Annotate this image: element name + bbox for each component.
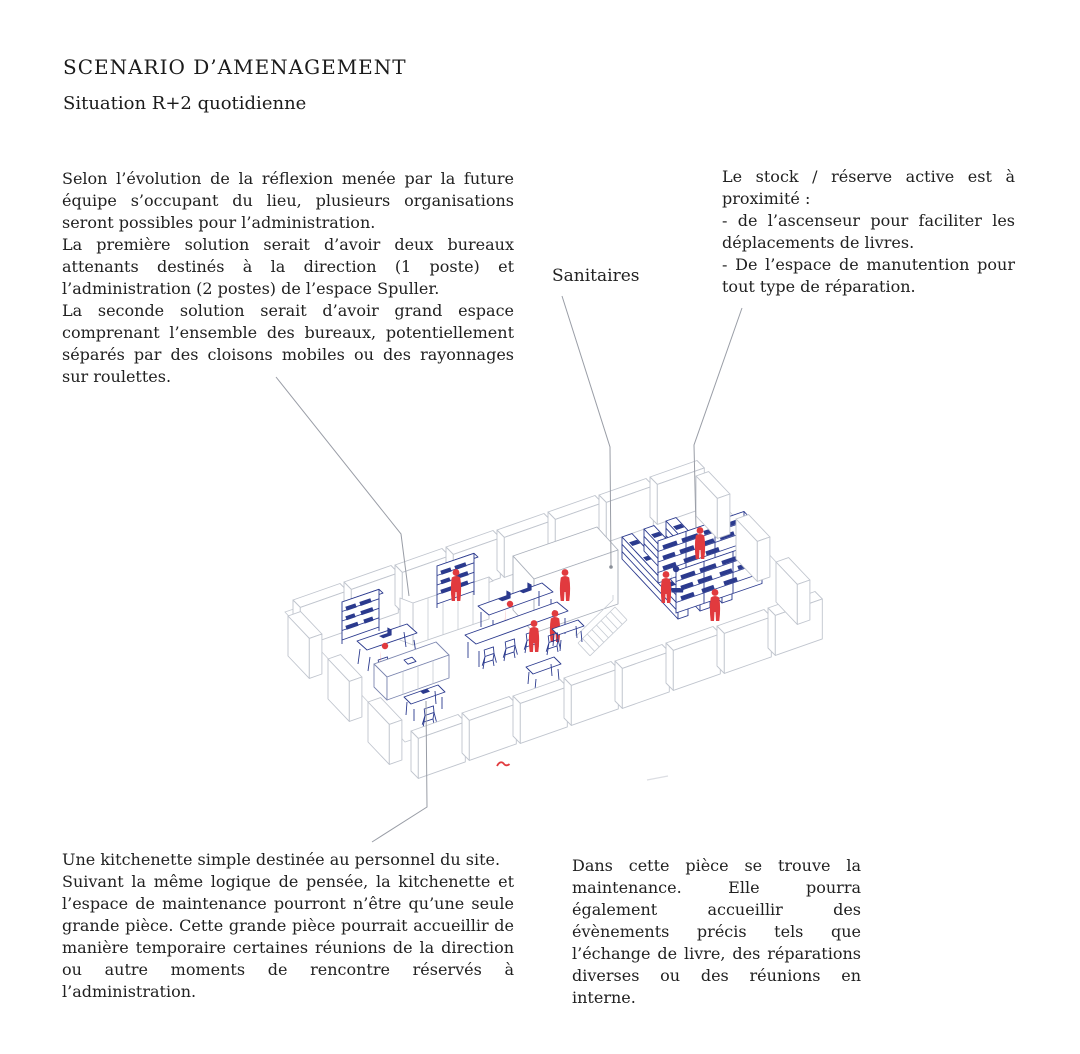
kitchenette-paragraph-1: Une kitchenette simple destinée au personnel du site. <box>62 850 501 869</box>
sanitaires-label: Sanitaires <box>552 266 640 286</box>
stock-paragraph-1: Le stock / réserve active est à proximité : <box>722 167 1015 208</box>
kitchenette-paragraph-2: Suivant la même logique de pensée, la kitchenette et l’espace de maintenance pourront n’être qu’une seule grande pièce. Cette grande pièce pourrait accueillir de manière temporaire certaines réunions de la direction ou autre moments de rencontre réservés à l’administration. <box>62 872 514 1001</box>
leader-administration <box>276 377 409 596</box>
administration-paragraph-3: La seconde solution serait d’avoir grand espace comprenant l’ensemble des bureaux, potentiellement séparés par des cloisons mobiles ou des rayonnages sur roulettes. <box>62 301 514 386</box>
administration-paragraph-1: Selon l’évolution de la réflexion menée par la future équipe s’occupant du lieu, plusieurs organisations seront possibles pour l’administration. <box>62 169 514 232</box>
annotation-kitchenette <box>62 849 514 1003</box>
maintenance-paragraph-1: Dans cette pièce se trouve la maintenance. Elle pourra également accueillir des évènements précis tels que l’échange de livre, des réparations diverses ou des réunions en interne. <box>572 856 861 1007</box>
administration-paragraph-2: La première solution serait d’avoir deux bureaux attenants destinés à la direction (1 poste) et l’administration (2 postes) de l’espace Spuller. <box>62 235 514 298</box>
page-subtitle: Situation R+2 quotidienne <box>63 93 307 114</box>
stock-paragraph-3: - De l’espace de manutention pour tout type de réparation. <box>722 255 1015 296</box>
annotation-administration <box>62 168 514 388</box>
stock-paragraph-2: - de l’ascenseur pour faciliter les déplacements de livres. <box>722 211 1015 252</box>
annotation-stock <box>722 166 1015 298</box>
annotation-maintenance <box>572 855 861 1009</box>
page-title: SCENARIO D’AMENAGEMENT <box>63 55 407 79</box>
faint-mark <box>647 776 668 780</box>
red-mark <box>497 762 510 766</box>
